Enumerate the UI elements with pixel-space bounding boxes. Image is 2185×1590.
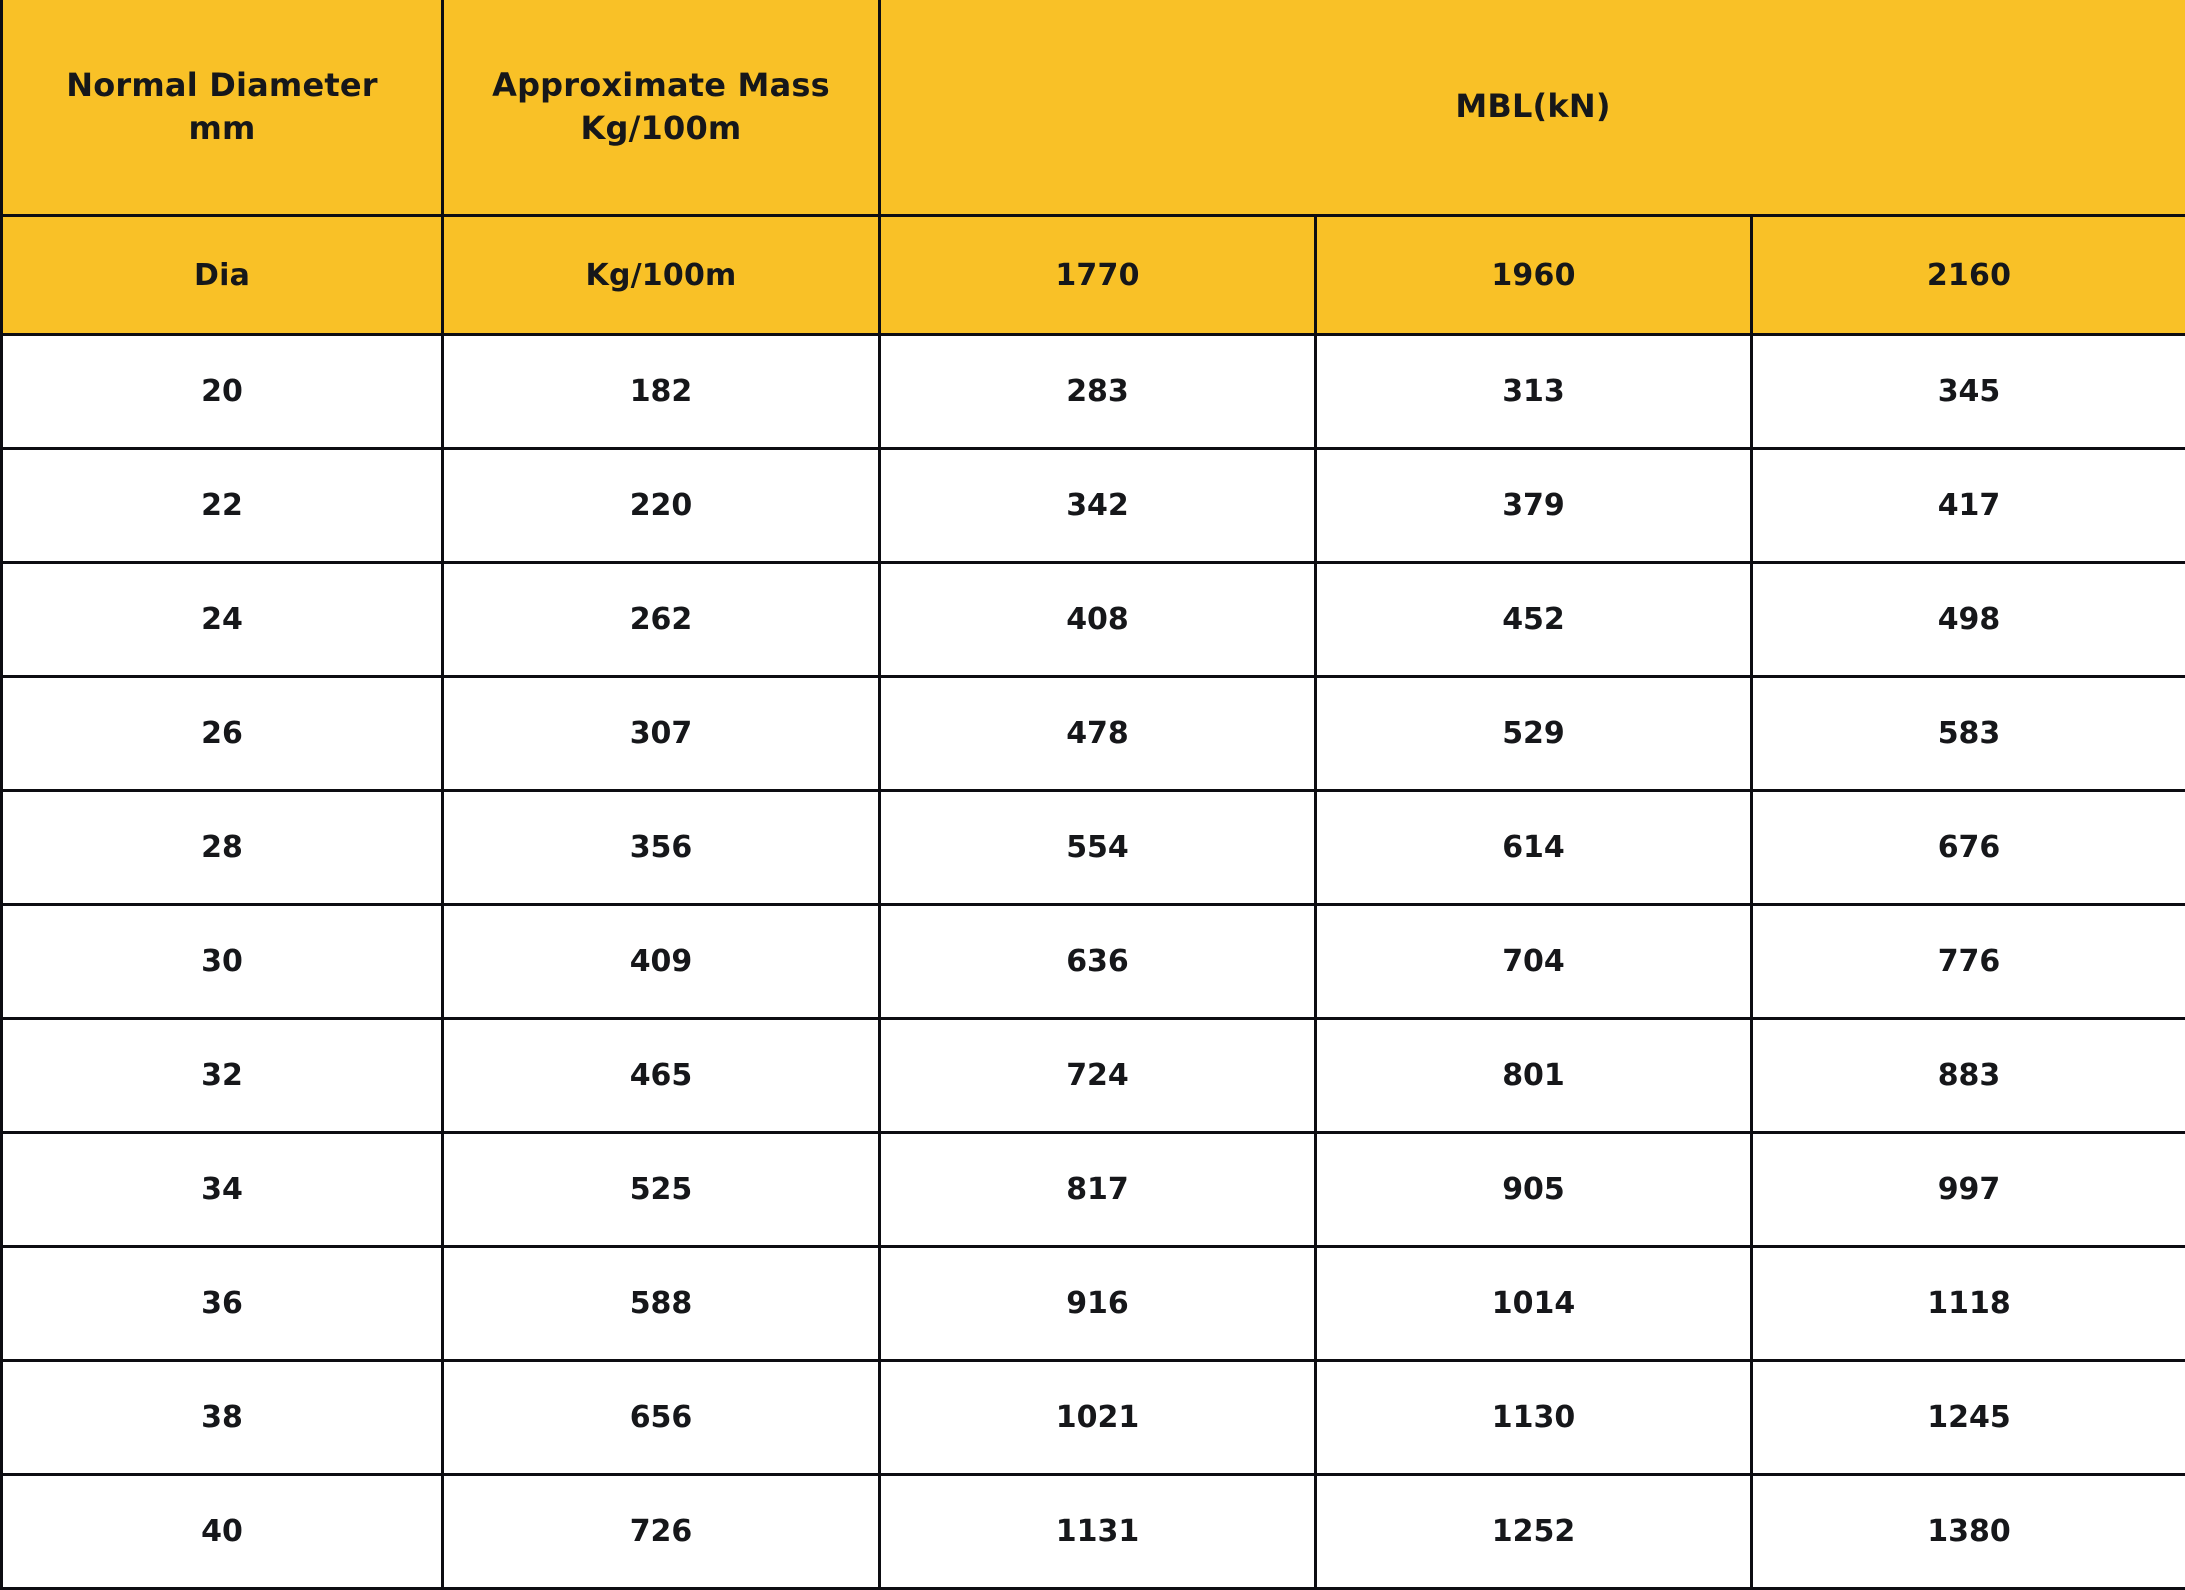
cell-mbl-1770: 724 — [880, 1019, 1316, 1133]
cell-mass: 656 — [443, 1361, 880, 1475]
cell-mbl-2160: 583 — [1752, 677, 2185, 791]
subheader-mbl-1960: 1960 — [1316, 216, 1752, 335]
header-normal-diameter — [2, 0, 443, 216]
cell-dia: 40 — [2, 1475, 443, 1589]
header-normal-diameter-line1: Normal Diameter — [66, 66, 378, 104]
cell-mbl-1960: 379 — [1316, 449, 1752, 563]
cell-mbl-2160: 1245 — [1752, 1361, 2185, 1475]
cell-mbl-1960: 905 — [1316, 1133, 1752, 1247]
cell-mbl-2160: 1118 — [1752, 1247, 2185, 1361]
cell-dia: 36 — [2, 1247, 443, 1361]
cell-mbl-1770: 554 — [880, 791, 1316, 905]
cell-mass: 726 — [443, 1475, 880, 1589]
cell-mbl-1770: 478 — [880, 677, 1316, 791]
cell-mbl-1960: 452 — [1316, 563, 1752, 677]
cell-mass: 465 — [443, 1019, 880, 1133]
cell-mbl-2160: 676 — [1752, 791, 2185, 905]
cell-mbl-1770: 1021 — [880, 1361, 1316, 1475]
cell-dia: 20 — [2, 335, 443, 449]
cell-mbl-1960: 529 — [1316, 677, 1752, 791]
cell-mbl-1770: 283 — [880, 335, 1316, 449]
cell-mbl-1770: 342 — [880, 449, 1316, 563]
cell-mbl-2160: 883 — [1752, 1019, 2185, 1133]
cell-mbl-1960: 704 — [1316, 905, 1752, 1019]
cell-dia: 34 — [2, 1133, 443, 1247]
cell-dia: 38 — [2, 1361, 443, 1475]
header-approximate-mass — [443, 0, 880, 216]
subheader-kg-per-100m: Kg/100m — [443, 216, 880, 335]
cell-dia: 32 — [2, 1019, 443, 1133]
cell-mbl-2160: 1380 — [1752, 1475, 2185, 1589]
cell-mbl-2160: 345 — [1752, 335, 2185, 449]
table-row — [2, 677, 2185, 791]
table-header-sub-row — [2, 216, 2185, 335]
cell-mass: 182 — [443, 335, 880, 449]
cell-dia: 30 — [2, 905, 443, 1019]
cell-mbl-1770: 916 — [880, 1247, 1316, 1361]
cell-mass: 356 — [443, 791, 880, 905]
cell-mass: 409 — [443, 905, 880, 1019]
cell-mass: 588 — [443, 1247, 880, 1361]
cell-mbl-1960: 614 — [1316, 791, 1752, 905]
header-approximate-mass-line2: Kg/100m — [444, 107, 878, 150]
table-body — [2, 335, 2185, 1589]
cell-mbl-1960: 1014 — [1316, 1247, 1752, 1361]
table-row — [2, 563, 2185, 677]
header-normal-diameter-line2: mm — [3, 107, 441, 150]
table-row — [2, 335, 2185, 449]
cell-mbl-2160: 498 — [1752, 563, 2185, 677]
cell-mass: 220 — [443, 449, 880, 563]
table-row — [2, 1361, 2185, 1475]
table-row — [2, 1019, 2185, 1133]
table-header-top-row — [2, 0, 2185, 216]
subheader-mbl-2160: 2160 — [1752, 216, 2185, 335]
cell-mbl-1960: 1252 — [1316, 1475, 1752, 1589]
cell-mbl-1770: 636 — [880, 905, 1316, 1019]
cell-dia: 26 — [2, 677, 443, 791]
header-mbl-label: MBL(kN) — [1455, 87, 1610, 125]
cell-mbl-1960: 801 — [1316, 1019, 1752, 1133]
cell-dia: 22 — [2, 449, 443, 563]
table-row — [2, 449, 2185, 563]
cell-dia: 28 — [2, 791, 443, 905]
cell-dia: 24 — [2, 563, 443, 677]
table-row — [2, 1133, 2185, 1247]
cell-mbl-2160: 417 — [1752, 449, 2185, 563]
subheader-dia: Dia — [2, 216, 443, 335]
cell-mbl-1770: 1131 — [880, 1475, 1316, 1589]
table-row — [2, 905, 2185, 1019]
header-mbl — [880, 0, 2185, 216]
cell-mbl-2160: 997 — [1752, 1133, 2185, 1247]
table-row — [2, 1475, 2185, 1589]
cell-mbl-1960: 1130 — [1316, 1361, 1752, 1475]
cell-mbl-1770: 817 — [880, 1133, 1316, 1247]
table-row — [2, 791, 2185, 905]
cell-mass: 262 — [443, 563, 880, 677]
cell-mass: 307 — [443, 677, 880, 791]
cell-mbl-2160: 776 — [1752, 905, 2185, 1019]
table-row — [2, 1247, 2185, 1361]
cell-mbl-1960: 313 — [1316, 335, 1752, 449]
header-approximate-mass-line1: Approximate Mass — [492, 66, 830, 104]
subheader-mbl-1770: 1770 — [880, 216, 1316, 335]
cell-mass: 525 — [443, 1133, 880, 1247]
cell-mbl-1770: 408 — [880, 563, 1316, 677]
